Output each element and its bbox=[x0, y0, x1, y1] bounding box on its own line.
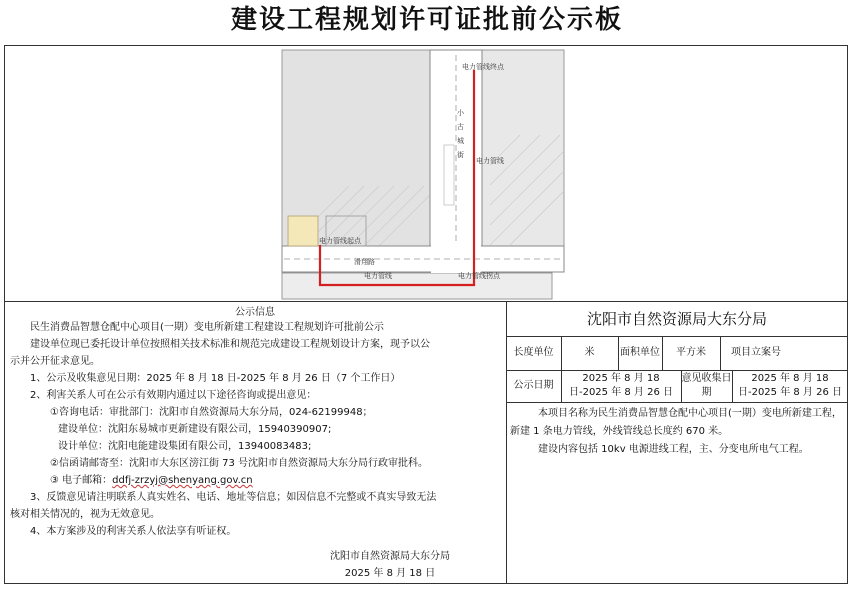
area-unit-label: 面积单位 bbox=[620, 347, 660, 358]
notice-line: 1、公示及收集意见日期：2025 年 8 月 18 日-2025 年 8 月 26 日（7 个工作日） bbox=[30, 373, 401, 384]
email-link[interactable]: ddfj-zrzyj@shenyang.gov.cn bbox=[112, 475, 253, 486]
publicity-date-label: 公示日期 bbox=[513, 380, 554, 391]
notice-line: ②信函请邮寄至：沈阳市大东区滂江街 73 号沈阳市自然资源局大东分局行政审批科。 bbox=[50, 458, 429, 469]
project-description bbox=[510, 405, 842, 459]
bureau-name: 沈阳市自然资源局大东分局 bbox=[586, 310, 767, 328]
description-line: 本项目名称为民生消费品智慧仓配中心项目(一期）变电所新建工程，新建 1 条电力管线，外线管线总长度约 670 米。 bbox=[510, 408, 842, 437]
divider-dates bbox=[506, 402, 848, 403]
label-road: 滑翔路 bbox=[354, 258, 375, 266]
label-line-bottom: 电力管线 bbox=[364, 272, 392, 280]
project-code-value bbox=[792, 336, 848, 370]
area-unit-value: 平方米 bbox=[676, 347, 706, 358]
sign-org: 沈阳市自然资源局大东分局 bbox=[330, 551, 450, 562]
notice-line: 示并公开征求意见。 bbox=[10, 356, 100, 367]
feedback-date-label: 意见收集日期 bbox=[681, 373, 732, 398]
site-plan-drawing bbox=[4, 45, 848, 301]
notice-line: 4、本方案涉及的利害关系人依法享有听证权。 bbox=[30, 526, 237, 537]
description-line: 建设内容包括 10kv 电源进线工程，主、分变电所电气工程。 bbox=[538, 444, 809, 455]
label-street-1: 小 bbox=[457, 109, 464, 117]
sign-date: 2025 年 8 月 18 日 bbox=[344, 568, 436, 579]
notice-body bbox=[10, 319, 502, 540]
notice-heading: 公示信息 bbox=[235, 307, 275, 318]
project-code-label: 项目立案号 bbox=[731, 347, 781, 358]
notice-line: 民生消费品智慧仓配中心项目(一期）变电所新建工程建设工程规划许可批前公示 bbox=[30, 322, 384, 333]
notice-line: 3、反馈意见请注明联系人真实姓名、电话、地址等信息；如因信息不完整或不真实导致无法 bbox=[30, 492, 437, 503]
notice-line: 建设单位现已委托设计单位按照相关技术标准和规范完成建设工程规划设计方案，现予以公 bbox=[30, 339, 430, 350]
label-street-4: 街 bbox=[457, 151, 464, 159]
page-title: 建设工程规划许可证批前公示板 bbox=[230, 5, 623, 35]
notice-line: 建设单位：沈阳东易城市更新建设有限公司，15940390907; bbox=[58, 424, 332, 435]
site-plan bbox=[4, 45, 848, 301]
right-block bbox=[482, 50, 564, 246]
label-street-2: 古 bbox=[457, 123, 464, 131]
label-turn: 电力管线拐点 bbox=[458, 272, 500, 280]
signature-block bbox=[290, 548, 490, 582]
length-unit-value: 米 bbox=[584, 347, 595, 358]
label-line-right: 电力管线 bbox=[476, 157, 504, 165]
notice-line: 2、利害关系人可在公示有效期内通过以下途径咨询或提出意见： bbox=[30, 390, 317, 401]
notice-line: 设计单位：沈阳电能建设集团有限公司，13940083483; bbox=[58, 441, 312, 452]
feedback-date-value: 2025 年 8 月 18 日-2025 年 8 月 26 日 bbox=[737, 373, 843, 398]
notice-line: ①咨询电话：审批部门：沈阳市自然资源局大东分局，024-62199948； bbox=[50, 407, 373, 418]
publicity-date-value: 2025 年 8 月 18 日-2025 年 8 月 26 日 bbox=[568, 373, 674, 398]
notice-line: 核对相关情况的，视为无效意见。 bbox=[10, 509, 160, 520]
divider-map bbox=[4, 301, 848, 302]
label-start: 电力管线起点 bbox=[319, 237, 361, 245]
notice-line-email: ③ 电子邮箱：ddfj-zrzyj@shenyang.gov.cn bbox=[50, 475, 253, 486]
length-unit-label: 长度单位 bbox=[513, 347, 554, 358]
label-street-3: 城 bbox=[457, 137, 464, 145]
label-end: 电力管线终点 bbox=[462, 63, 504, 71]
